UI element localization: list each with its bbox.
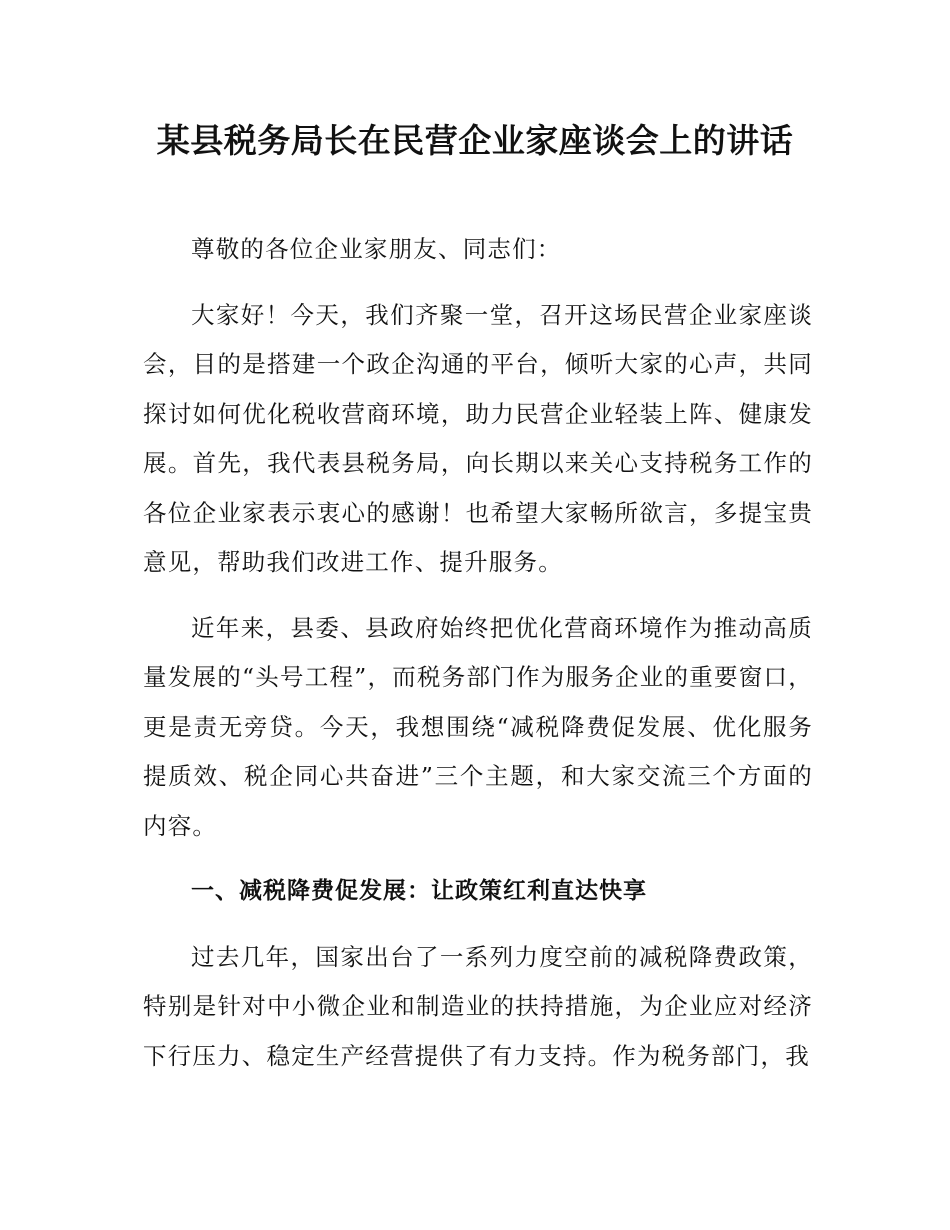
document-body [143,225,813,1097]
section-heading: 一、减税降费促发展：让政策红利直达快享 [191,878,647,904]
document-title: 某县税务局长在民营企业家座谈会上的讲话 [156,121,794,160]
paragraph-intro: 大家好！今天，我们齐聚一堂，召开这场民营企业家座谈会，目的是搭建一个政企沟通的平台，倾听大家的心声，共同探讨如何优化税收营商环境，助力民营企业轻装上阵、健康发展。首先，我代表县税务局，向长期以来关心支持税务工作的各位企业家表示衷心的感谢！也希望大家畅所欲言，多提宝贵意见，帮助我们改进工作、提升服务。 [143,300,813,576]
paragraph-context: 近年来，县委、县政府始终把优化营商环境作为推动高质量发展的“头号工程”，而税务部门作为服务企业的重要窗口，更是责无旁贷。今天，我想围绕“减税降费促发展、优化服务提质效、税企同心共奋进”三个主题，和大家交流三个方面的内容。 [143,613,813,840]
section-paragraph: 过去几年，国家出台了一系列力度空前的减税降费政策，特别是针对中小微企业和制造业的扶持措施，为企业应对经济下行压力、稳定生产经营提供了有力支持。作为税务部门，我 [143,942,813,1070]
salutation: 尊敬的各位企业家朋友、同志们： [191,235,562,263]
